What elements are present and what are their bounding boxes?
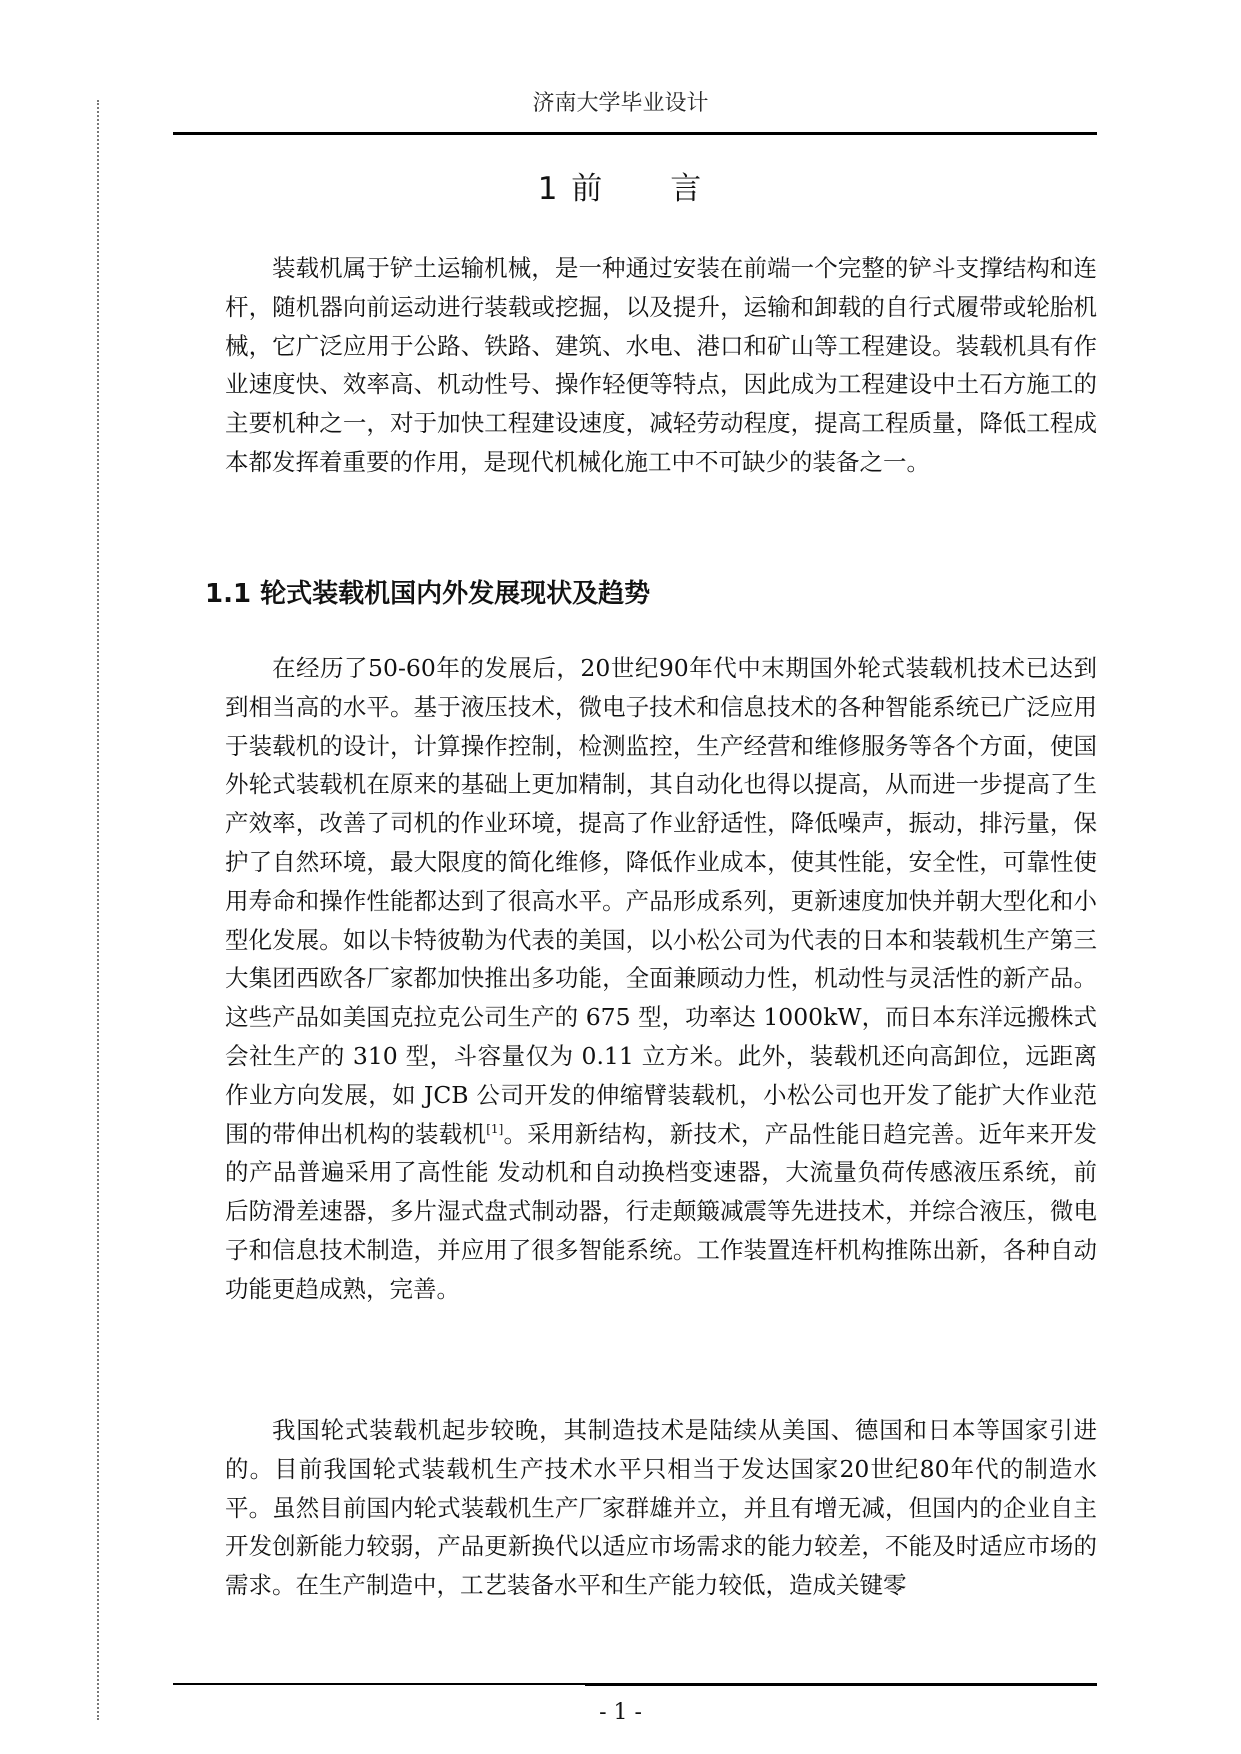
running-header: 济南大学毕业设计 xyxy=(532,91,709,116)
chapter-heading: 前 言 xyxy=(571,171,704,207)
paragraph-text-after-citation: 。采用新结构，新技术，产品性能日趋完善。近年来开发的产品普遍采用了高性能 发动机和自动换档变速器，大流量负荷传感液压系统，前后防滑差速器，多片湿式盘式制动器，行走颠簸减震等先进技术，并综合液压，微电子和信息技术制造，并应用了很多智能系统。工作装置连杆机构推陈出新，各种自动功能更趋成熟，完善。 xyxy=(225,1119,1097,1303)
header-rule xyxy=(173,132,1097,135)
footer-rule-right xyxy=(585,1683,1097,1686)
page-number: - 1 - xyxy=(599,1700,642,1725)
chapter-number: 1 xyxy=(537,171,560,207)
chapter-title xyxy=(0,163,1241,208)
section-heading-1-1: 1.1 轮式装载机国内外发展现状及趋势 xyxy=(205,579,651,609)
paragraph-text-before-citation: 在经历了50-60年的发展后，20世纪90年代中末期国外轮式装载机技术已达到到相当高的水平。基于液压技术，微电子技术和信息技术的各种智能系统已广泛应用于装载机的设计，计算操作控制，检测监控，生产经营和维修服务等各个方面，使国外轮式装载机在原来的基础上更加精制，其自动化也得以提高，从而进一步提高了生产效率，改善了司机的作业环境，提高了作业舒适性，降低噪声，振动，排污量，保护了自然环境，最大限度的简化维修，降低作业成本，使其性能，安全性，可靠性使用寿命和操作性能都达到了很高水平。产品形成系列，更新速度加快并朝大型化和小型化发展。如以卡特彼勒为代表的美国，以小松公司为代表的日本和装载机生产第三大集团西欧各厂家都加快推出多功能，全面兼顾动力性，机动性与灵活性的新产品。这些产品如美国克拉克公司生产的 675 型，功率达 1000kW，而日本东洋远搬株式会社生产的 310 型，斗容量仅为 0.11 立方米。此外，装载机还向高卸位，远距离作业方向发展，如 JCB 公司开发的伸缩臂装载机，小松公司也开发了能扩大作业范围的带伸出机构的装载机 xyxy=(225,654,1097,1148)
section-1-1-paragraph-1 xyxy=(225,649,1097,1309)
binding-margin-line xyxy=(97,100,99,1720)
footer-rule-left xyxy=(173,1683,585,1685)
citation-ref-1[interactable]: [1] xyxy=(486,1121,504,1136)
intro-paragraph: 装载机属于铲土运输机械，是一种通过安装在前端一个完整的铲斗支撑结构和连杆，随机器向前运动进行装载或挖掘，以及提升，运输和卸载的自行式履带或轮胎机械，它广泛应用于公路、铁路、建筑、水电、港口和矿山等工程建设。装载机具有作业速度快、效率高、机动性号、操作轻便等特点，因此成为工程建设中土石方施工的主要机种之一，对于加快工程建设速度，减轻劳动程度，提高工程质量，降低工程成本都发挥着重要的作用，是现代机械化施工中不可缺少的装备之一。 xyxy=(225,254,1097,476)
section-1-1-paragraph-2: 我国轮式装载机起步较晚，其制造技术是陆续从美国、德国和日本等国家引进的。目前我国轮式装载机生产技术水平只相当于发达国家20世纪80年代的制造水平。虽然目前国内轮式装载机生产厂家群雄并立，并且有增无减，但国内的企业自主开发创新能力较弱，产品更新换代以适应市场需求的能力较差，不能及时适应市场的需求。在生产制造中，工艺装备水平和生产能力较低，造成关键零 xyxy=(225,1416,1097,1600)
